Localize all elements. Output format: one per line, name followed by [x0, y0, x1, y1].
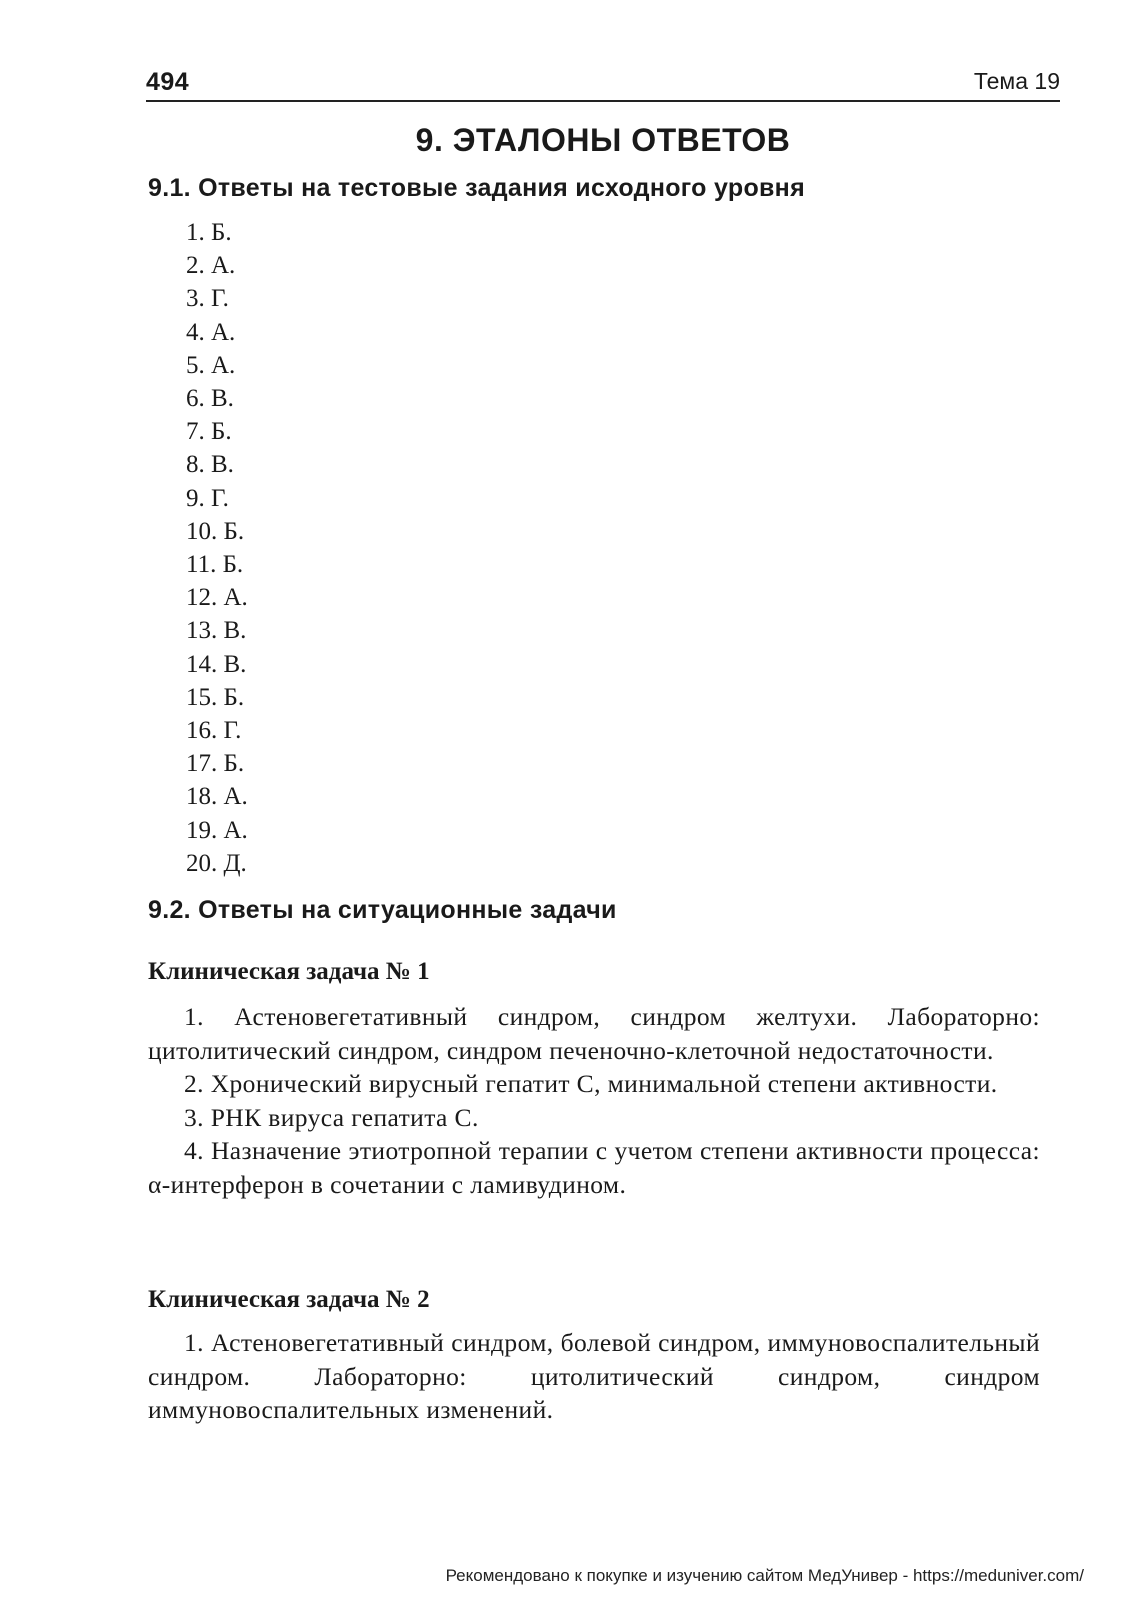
running-head: Тема 19: [973, 68, 1060, 94]
answer-item: 2. А.: [186, 252, 236, 280]
answer-item: 20. Д.: [186, 849, 247, 877]
page-header: [146, 62, 1060, 102]
answer-item: 14. В.: [186, 650, 247, 678]
section-title-test-answers: 9.1. Ответы на тестовые задания исходного уровня: [148, 174, 805, 202]
footer-recommendation: Рекомендовано к покупке и изучению сайтом МедУнивер - https://meduniver.com/: [445, 1566, 1084, 1585]
answers-list: [186, 216, 248, 880]
answer-item: 16. Г.: [186, 717, 242, 745]
answer-item: 10. Б.: [186, 517, 245, 545]
answer-item: 8. В.: [186, 451, 234, 479]
answer-item: 9. Г.: [186, 484, 229, 512]
task-paragraph: 1. Астеновегетативный синдром, синдром желтухи. Лабораторно: цитолитический синдром, синдром печеночно-клеточной недостаточности.: [148, 1002, 1040, 1065]
clinical-task-1-body: [148, 1000, 1040, 1201]
task-paragraph: 2. Хронический вирусный гепатит С, минимальной степени активности.: [184, 1069, 998, 1098]
answer-item: 18. А.: [186, 783, 248, 811]
answer-item: 12. А.: [186, 584, 248, 612]
answer-item: 17. Б.: [186, 750, 245, 778]
chapter-title: 9. ЭТАЛОНЫ ОТВЕТОВ: [415, 122, 791, 158]
task-paragraph: 1. Астеновегетативный синдром, болевой синдром, иммуновоспалительный синдром. Лабораторно: цитолитический синдром, синдром иммуновоспалительных изменений.: [148, 1328, 1040, 1424]
answer-item: 19. А.: [186, 816, 248, 844]
clinical-task-1-heading: Клиническая задача № 1: [148, 958, 430, 985]
clinical-task-2-body: [148, 1326, 1040, 1427]
answer-item: 15. Б.: [186, 683, 245, 711]
answer-item: 5. А.: [186, 351, 236, 379]
section-title-situational-answers: 9.2. Ответы на ситуационные задачи: [148, 896, 617, 924]
answer-item: 4. А.: [186, 318, 236, 346]
clinical-task-2-heading: Клиническая задача № 2: [148, 1286, 430, 1313]
answer-item: 3. Г.: [186, 285, 229, 313]
answer-item: 6. В.: [186, 385, 234, 413]
task-paragraph: 4. Назначение этиотропной терапии с учетом степени активности процесса: α-интерферон в сочетании с ламивудином.: [148, 1136, 1040, 1199]
answer-item: 11. Б.: [186, 551, 244, 579]
answer-item: 1. Б.: [186, 219, 232, 246]
page-number: 494: [146, 68, 190, 96]
answer-item: 13. В.: [186, 617, 247, 645]
task-paragraph: 3. РНК вируса гепатита С.: [184, 1102, 479, 1132]
answer-item: 7. Б.: [186, 418, 232, 446]
